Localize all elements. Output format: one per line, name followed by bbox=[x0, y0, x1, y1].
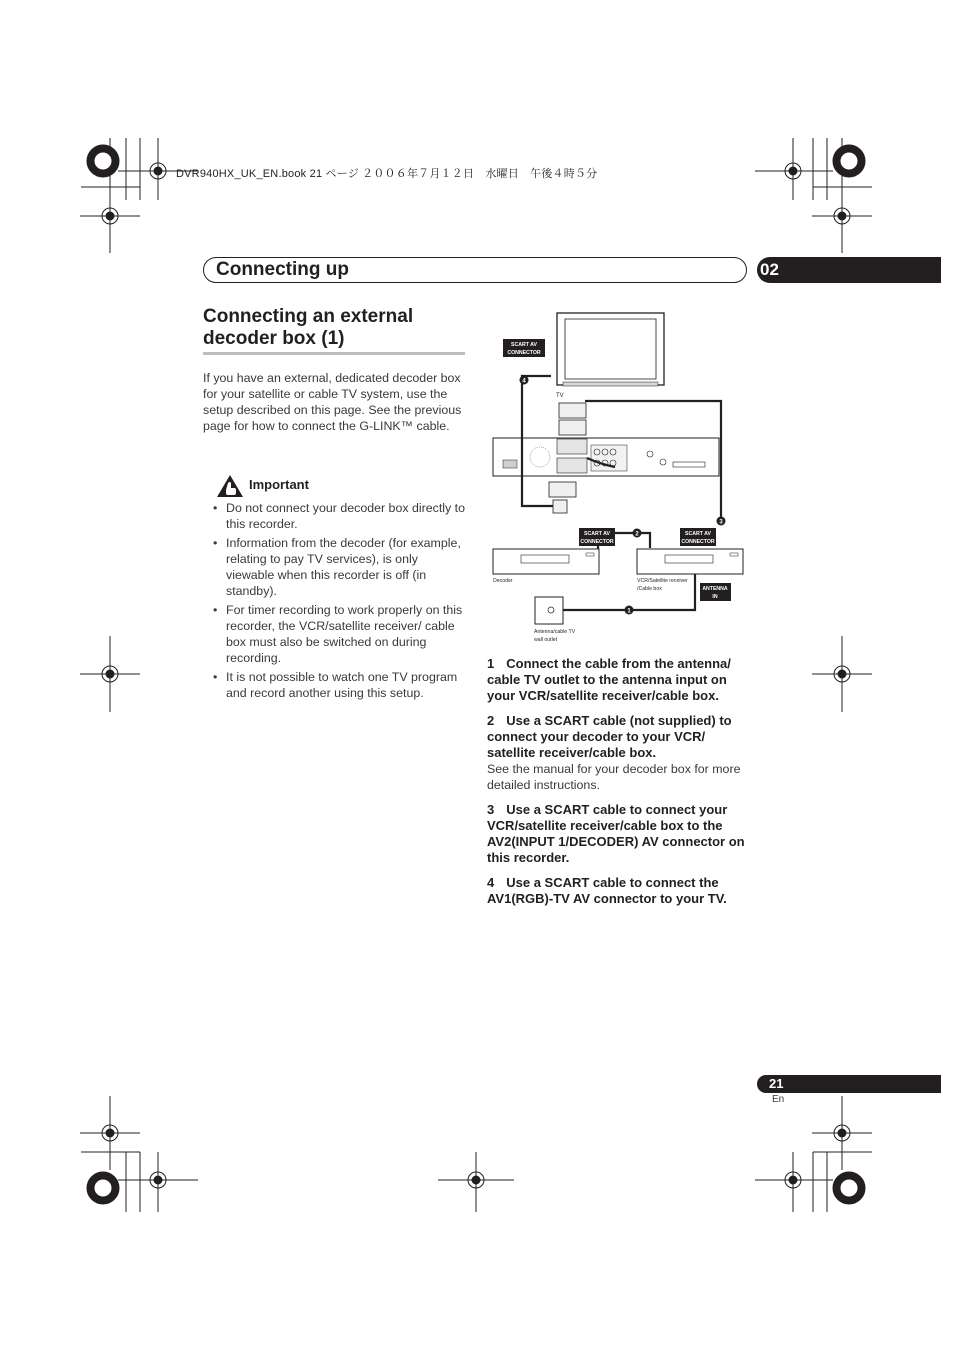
chapter-tab bbox=[757, 257, 941, 283]
wall-outlet-caption-line2: wall outlet bbox=[534, 637, 558, 643]
important-label: Important bbox=[249, 477, 309, 492]
header-title: Connecting up bbox=[216, 259, 349, 280]
decoder-caption: Decoder bbox=[493, 578, 513, 584]
scart-decoder-label-line2: CONNECTOR bbox=[580, 539, 614, 545]
wall-outlet-caption-line1: Antenna/cable TV bbox=[534, 629, 576, 635]
step-marker-3-label: 3 bbox=[719, 519, 723, 526]
instruction-steps bbox=[487, 656, 749, 916]
vcr-caption-line1: VCR/Satellite receiver bbox=[637, 578, 688, 584]
list-item: • It is not possible to watch one TV program and record another using this setup. bbox=[211, 669, 467, 701]
scart-vcr-label-line1: SCART AV bbox=[685, 531, 711, 537]
step-marker-4-label: 4 bbox=[522, 378, 526, 385]
chapter-number: 02 bbox=[760, 260, 779, 279]
tv-label: TV bbox=[556, 393, 564, 399]
recorder-rear-panel bbox=[493, 438, 719, 476]
step-text: Connect the cable from the antenna/ cable TV outlet to the antenna input on your VCR/satellite receiver/cable box. bbox=[487, 656, 731, 703]
list-item: • For timer recording to work properly on this recorder, the VCR/satellite receiver/ cable box must also be switched on during recording. bbox=[211, 602, 467, 666]
step-number: 1 bbox=[487, 656, 495, 671]
section-divider bbox=[203, 352, 465, 355]
step-number: 2 bbox=[487, 713, 495, 728]
page-number: 21 bbox=[769, 1076, 784, 1091]
step-number: 4 bbox=[487, 875, 495, 890]
step-2 bbox=[487, 713, 749, 793]
step-text: Use a SCART cable (not supplied) to connect your decoder to your VCR/ satellite receiver/cable box. bbox=[487, 713, 732, 760]
list-item: • Information from the decoder (for example, relating to pay TV services), is only viewable when this recorder is off (in standby). bbox=[211, 535, 467, 599]
decoder-box bbox=[493, 549, 599, 574]
important-list bbox=[211, 500, 467, 704]
step-4 bbox=[487, 875, 749, 907]
scart-tv-label-line1: SCART AV bbox=[511, 342, 537, 348]
wall-outlet bbox=[535, 597, 563, 624]
connection-diagram bbox=[485, 305, 755, 645]
antenna-in-label-line2: IN bbox=[712, 594, 718, 600]
vcr-cable-box bbox=[637, 549, 743, 574]
book-file-line: DVR940HX_UK_EN.book 21 ページ ２００６年７月１２日 水曜日 午後４時５分 bbox=[176, 168, 598, 180]
vcr-caption-line2: /Cable box bbox=[637, 586, 662, 592]
tv-illustration bbox=[557, 313, 664, 386]
scart-decoder-label-line1: SCART AV bbox=[584, 531, 610, 537]
step-text: Use a SCART cable to connect the AV1(RGB)-TV AV connector to your TV. bbox=[487, 875, 727, 906]
intro-paragraph: If you have an external, dedicated decoder box for your satellite or cable TV system, use the setup described on this page. See the previous page for how to connect the G-LINK™ cable. bbox=[203, 371, 462, 433]
step-marker-1-label: 1 bbox=[627, 608, 631, 615]
step-note: See the manual for your decoder box for more detailed instructions. bbox=[487, 762, 741, 792]
scart-vcr-label-line2: CONNECTOR bbox=[681, 539, 715, 545]
section-title: Connecting an external decoder box (1) bbox=[203, 306, 414, 349]
step-number: 3 bbox=[487, 802, 495, 817]
scart-tv-label-line2: CONNECTOR bbox=[507, 350, 541, 356]
page-number-tab bbox=[757, 1075, 941, 1093]
list-item: • Do not connect your decoder box directly to this recorder. bbox=[211, 500, 467, 532]
step-3 bbox=[487, 802, 749, 866]
antenna-in-label-line1: ANTENNA bbox=[702, 586, 728, 592]
hand-pointer-warning-icon bbox=[216, 474, 244, 498]
step-1 bbox=[487, 656, 749, 704]
page-language: En bbox=[772, 1094, 785, 1105]
step-marker-2-label: 2 bbox=[635, 531, 639, 538]
step-text: Use a SCART cable to connect your VCR/satellite receiver/cable box to the AV2(INPUT 1/DECODER) AV connector on this recorder. bbox=[487, 802, 745, 865]
